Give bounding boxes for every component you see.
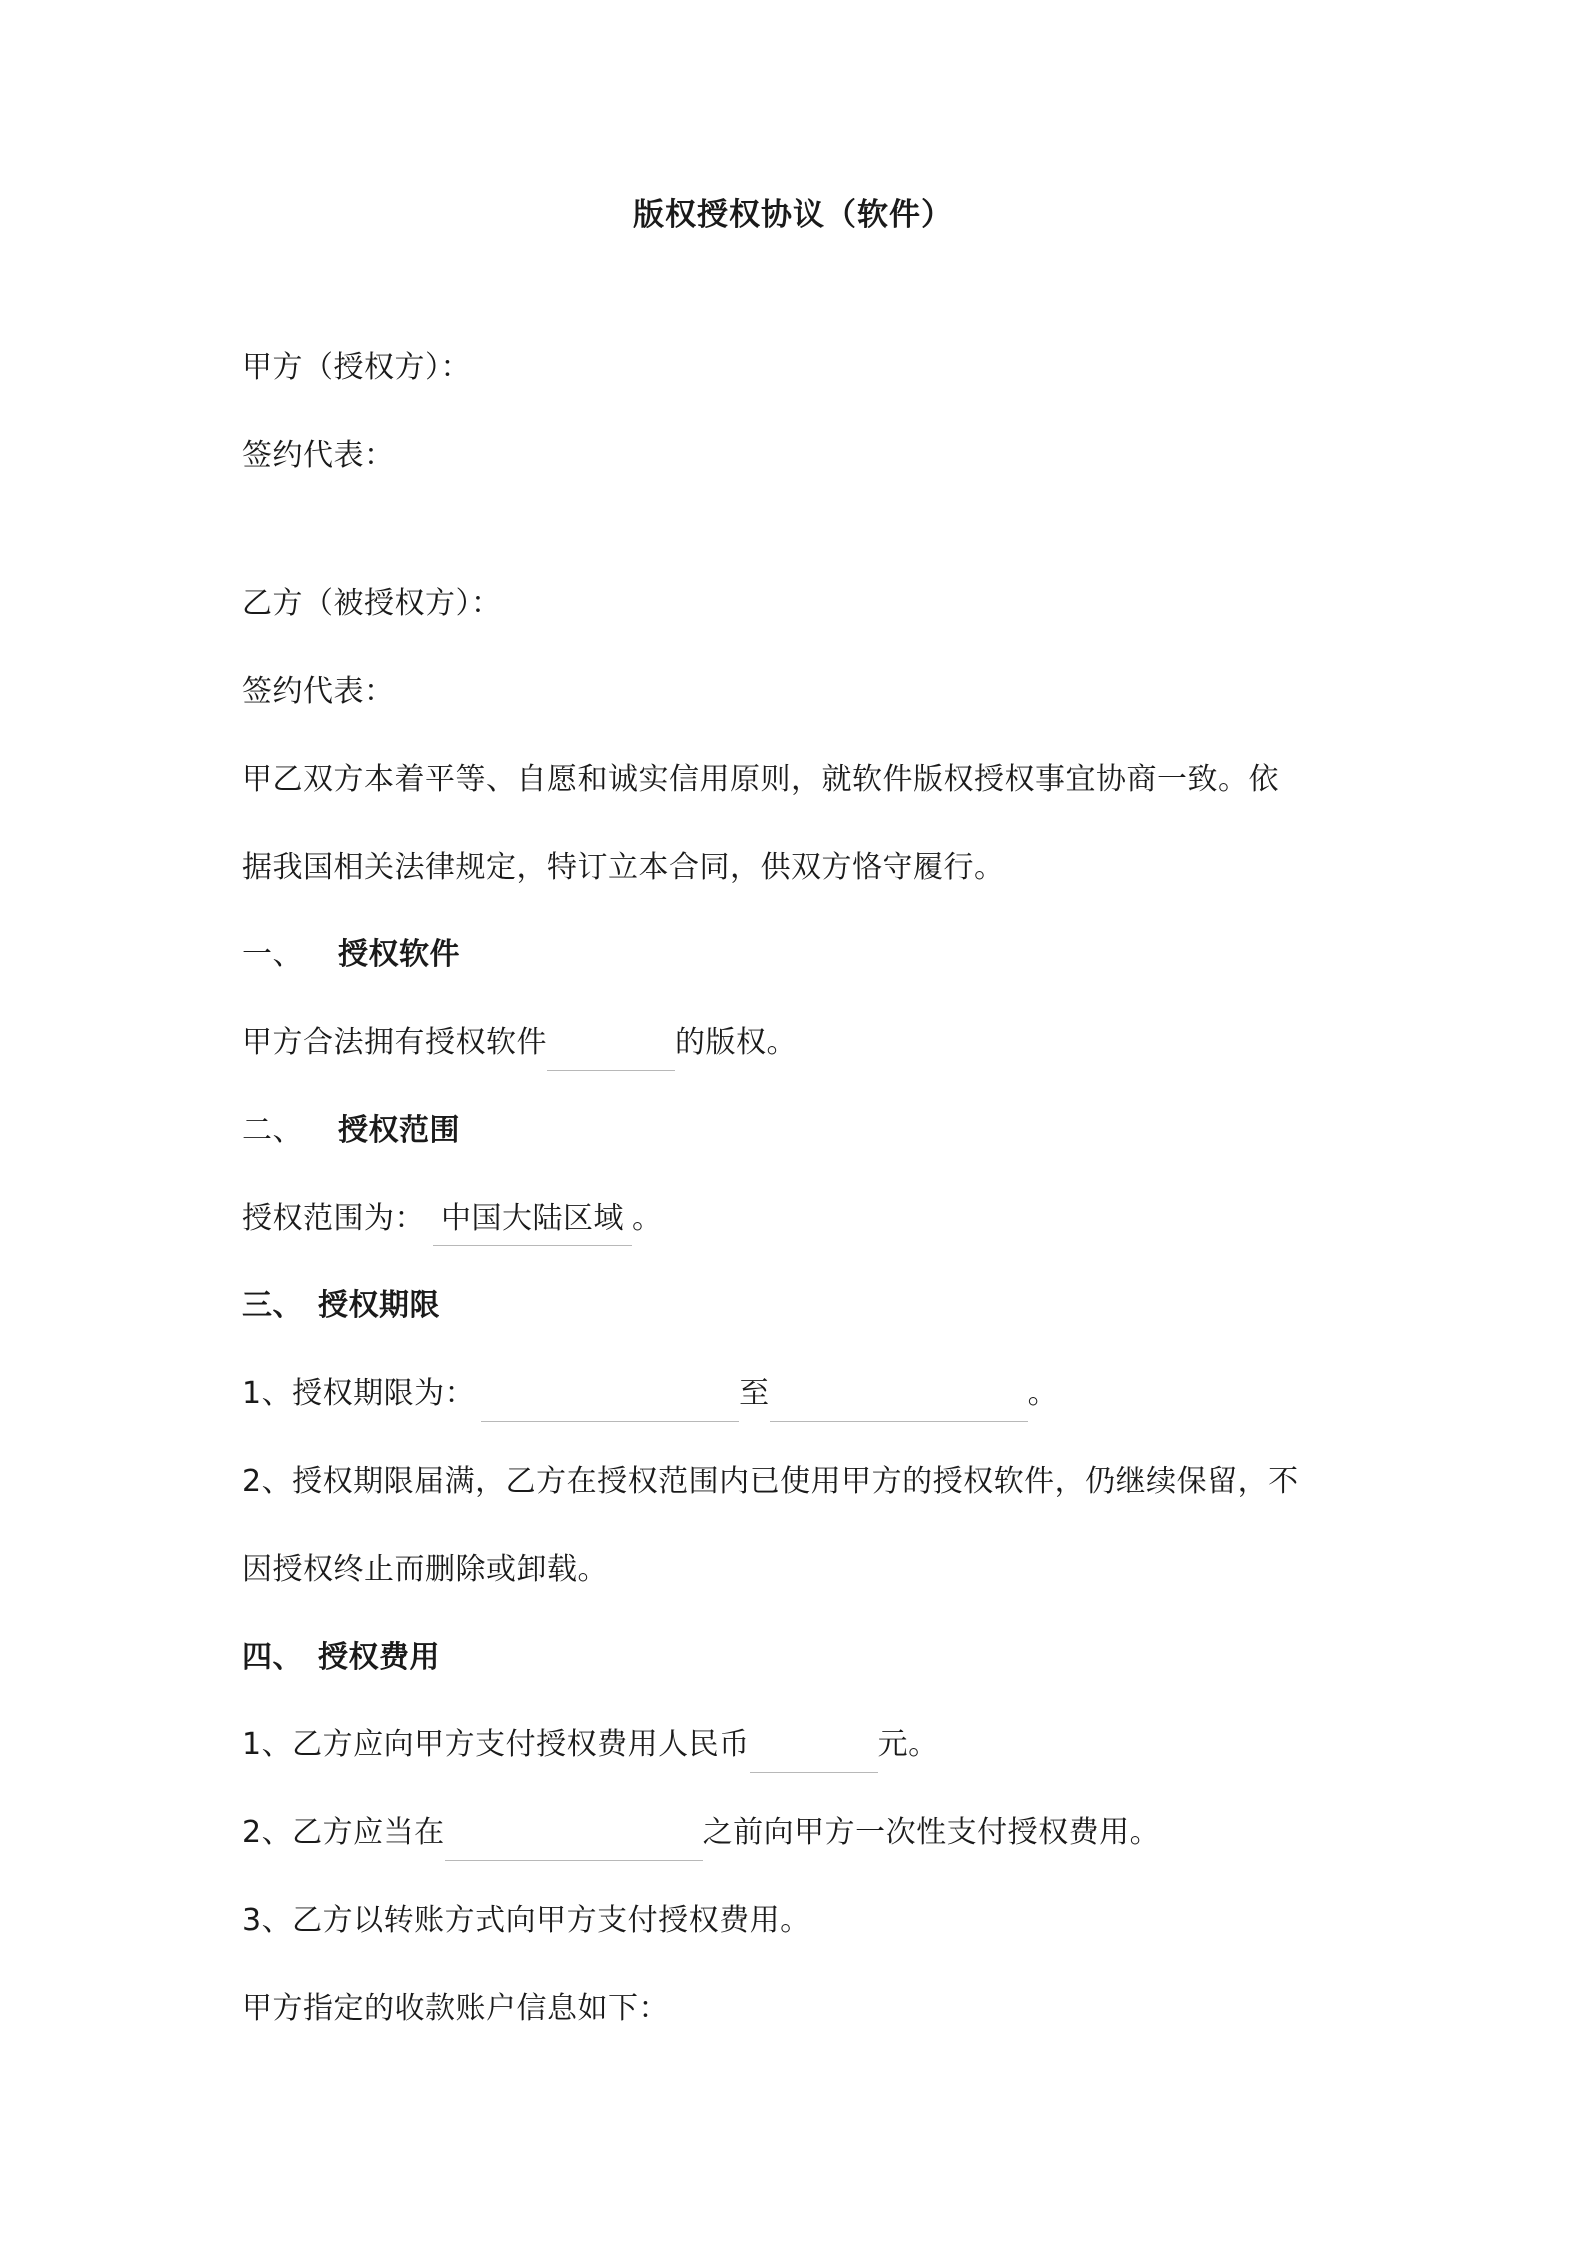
section-4-item-1-before: 1、乙方应向甲方支付授权费用人民币 <box>242 1727 750 1762</box>
section-1-number: 一、 <box>242 937 303 972</box>
section-2-heading-row <box>242 1111 460 1151</box>
section-4-item-2-before: 2、乙方应当在 <box>242 1815 445 1850</box>
section-1-text-before: 甲方合法拥有授权软件 <box>242 1025 547 1060</box>
document-title: 版权授权协议（软件） <box>633 197 953 233</box>
section-4-item-1 <box>242 1725 939 1765</box>
section-3-heading: 授权期限 <box>318 1288 440 1323</box>
section-4-item-2 <box>242 1813 1160 1853</box>
party-b-representative-label: 签约代表： <box>242 674 395 709</box>
term-start-date-blank[interactable] <box>481 1381 739 1422</box>
section-3-item-1-after: 。 <box>1027 1376 1059 1411</box>
party-a-representative-label: 签约代表： <box>242 438 395 473</box>
section-1-heading: 授权软件 <box>338 937 460 972</box>
fee-amount-blank[interactable] <box>750 1732 878 1773</box>
payment-deadline-blank[interactable] <box>445 1820 703 1861</box>
section-2-text <box>242 1199 663 1239</box>
section-3-heading-row <box>242 1286 440 1326</box>
section-2-heading: 授权范围 <box>338 1113 460 1148</box>
section-4-item-3: 3、乙方以转账方式向甲方支付授权费用。 <box>242 1903 811 1938</box>
section-4-heading-row <box>242 1638 440 1678</box>
preamble-line-1: 甲乙双方本着平等、自愿和诚实信用原则，就软件版权授权事宜协商一致。依 <box>242 762 1279 797</box>
section-1-heading-row <box>242 935 460 975</box>
authorization-region-value[interactable]: 中国大陆区域 <box>433 1199 632 1246</box>
section-3-item-2-line-2: 因授权终止而删除或卸载。 <box>242 1552 608 1587</box>
account-info-intro: 甲方指定的收款账户信息如下： <box>242 1991 669 2026</box>
section-3-item-1 <box>242 1374 1058 1414</box>
section-3-number: 三、 <box>242 1288 303 1323</box>
section-4-item-1-after: 元。 <box>877 1727 939 1762</box>
preamble-line-2: 据我国相关法律规定，特订立本合同，供双方恪守履行。 <box>242 850 1005 885</box>
section-3-item-2-line-1: 2、授权期限届满，乙方在授权范围内已使用甲方的授权软件，仍继续保留，不 <box>242 1464 1299 1499</box>
software-name-blank[interactable] <box>547 1030 675 1071</box>
section-2-text-after: 。 <box>632 1201 663 1236</box>
section-4-number: 四、 <box>242 1640 303 1675</box>
section-3-item-1-before: 1、授权期限为： <box>242 1376 476 1411</box>
term-end-date-blank[interactable] <box>770 1381 1028 1422</box>
section-1-text-after: 的版权。 <box>675 1025 797 1060</box>
section-2-number: 二、 <box>242 1113 303 1148</box>
section-3-item-1-middle: 至 <box>739 1376 770 1411</box>
section-2-text-before: 授权范围为： <box>242 1201 425 1236</box>
party-a-label: 甲方（授权方）： <box>242 350 471 385</box>
section-4-heading: 授权费用 <box>318 1640 440 1675</box>
party-b-label: 乙方（被授权方）： <box>242 586 502 621</box>
section-1-text <box>242 1023 797 1063</box>
section-4-item-2-after: 之前向甲方一次性支付授权费用。 <box>702 1815 1161 1850</box>
